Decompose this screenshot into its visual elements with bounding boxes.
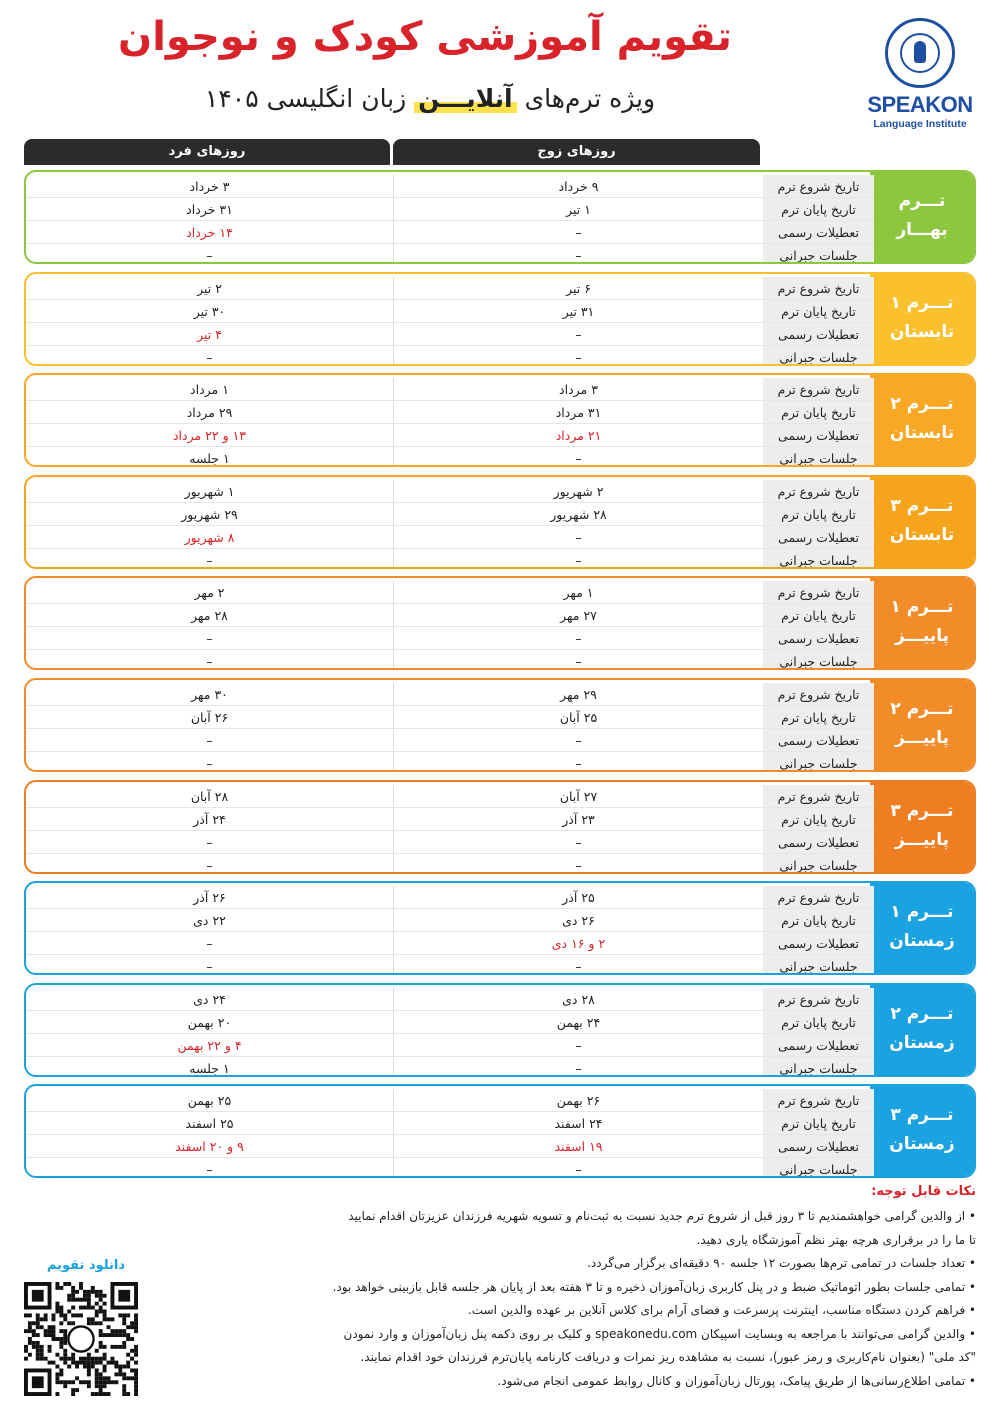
table-row [26,909,874,932]
odd-days-value: – [206,936,213,952]
term-name-line2: تابستان [889,423,955,444]
odd-days-value: ۲۵ اسفند [185,1116,234,1132]
even-days-value: ۲۹ مهر [393,683,763,705]
even-days-value: – [393,1057,763,1077]
column-header-even: روزهای زوج [393,139,760,165]
table-row [26,503,874,526]
even-days-value: ۲۷ آبان [393,785,763,807]
even-days-value: – [393,244,763,264]
odd-days-value: ۱۳ و ۲۲ مرداد [172,428,247,444]
even-days-value: ۲ و ۱۶ دی [393,932,763,954]
row-label: تاریخ پایان ترم [763,808,874,830]
table-row [26,198,874,221]
even-days-value: ۲۳ آذر [393,808,763,830]
odd-days-value: – [206,248,213,263]
row-label: تعطیلات رسمی [763,221,874,243]
note-item: • والدین گرامی می‌توانند با مراجعه به وبسایت اسپیکان speakonedu.com و کلیک بر روی دکمه پنل زبان‌آموزان و وارد نمودن [343,1326,976,1341]
odd-days-value: ۲۹ شهریور [181,506,238,522]
even-days-value: – [393,729,763,751]
even-days-value: ۲۶ بهمن [393,1089,763,1111]
table-row [26,549,874,569]
even-days-value: – [393,526,763,548]
even-days-value: – [393,1034,763,1056]
even-days-value: ۲۷ مهر [393,604,763,626]
even-days-value: – [393,831,763,853]
table-row [26,378,874,401]
note-item: • از والدین گرامی خواهشمندیم تا ۳ روز قبل از شروع ترم جدید نسبت به ثبت‌نام و تسویه شهریه فرزندان عزیزتان اقدام نمایید [348,1209,976,1223]
odd-days-value: ۱ مرداد [190,382,229,398]
term-block [24,881,976,975]
term-name-line2: بهـــار [896,220,948,240]
row-label: تعطیلات رسمی [763,1135,874,1157]
odd-days-value: ۲ تیر [197,280,222,296]
term-name [870,274,974,364]
row-label: تاریخ شروع ترم [763,886,874,908]
page-title: تقویم آموزشی کودک و نوجوان [118,14,732,60]
even-days-value: ۲۱ مرداد [393,424,763,446]
term-block [24,373,976,467]
even-days-value: – [393,1158,763,1178]
even-days-value: – [393,346,763,366]
table-row [26,244,874,264]
odd-days-value: ۲ مهر [194,585,225,601]
table-row [26,683,874,706]
term-block [24,780,976,874]
note-item: • تمامی اطلاع‌رسانی‌ها از طریق پیامک، پورتال زبان‌آموزان و کانال روابط عمومی انجام می‌شود. [497,1373,976,1388]
subtitle-before: ویژه ترم‌های [524,84,656,113]
table-row [26,277,874,300]
note-item: • تمامی جلسات بطور اتوماتیک ضبط و در پنل کاربری زبان‌آموزان ذخیره و تا ۳ هفته بعد از پایان هر جلسه قابل بازبینی خواهد بود. [332,1279,976,1294]
table-row [26,650,874,670]
table-row [26,480,874,503]
row-label: تاریخ شروع ترم [763,378,874,400]
even-days-value: – [393,752,763,772]
even-days-value: ۹ خرداد [393,175,763,197]
row-label: جلسات جبرانی [763,549,874,569]
odd-days-value: – [206,959,213,975]
even-days-value: ۲۸ شهریور [393,503,763,525]
logo-name: SPEAKON [867,92,973,117]
table-row [26,932,874,955]
table-row [26,808,874,831]
term-name-line1: تـــرم [898,191,946,211]
term-name [870,883,974,973]
row-label: تاریخ پایان ترم [763,604,874,626]
table-row [26,854,874,874]
even-days-value: – [393,447,763,467]
row-label: تعطیلات رسمی [763,323,874,345]
logo-subtitle: Language Institute [873,118,967,130]
odd-days-value: – [206,756,213,771]
table-row [26,1135,874,1158]
odd-days-value: ۱ جلسه [189,1060,230,1076]
odd-days-value: ۴ تیر [197,326,222,342]
term-block [24,576,976,670]
notes-list [200,1205,976,1393]
row-label: تاریخ شروع ترم [763,277,874,299]
row-label: تاریخ شروع ترم [763,581,874,603]
odd-days-value: ۱ جلسه [189,451,230,467]
table-row [26,729,874,752]
odd-days-value: ۲۰ بهمن [187,1014,232,1030]
table-row [26,323,874,346]
row-label: تاریخ پایان ترم [763,1112,874,1134]
odd-days-value: ۸ شهریور [184,529,235,545]
table-row [26,300,874,323]
term-block [24,272,976,366]
row-label: جلسات جبرانی [763,1057,874,1077]
term-name [870,375,974,465]
table-row [26,604,874,627]
even-days-value: ۲ شهریور [393,480,763,502]
row-label: تاریخ پایان ترم [763,1011,874,1033]
term-block [24,475,976,569]
logo-seal-icon [885,18,955,88]
table-row [26,752,874,772]
row-label: تاریخ پایان ترم [763,909,874,931]
row-label: تاریخ شروع ترم [763,480,874,502]
odd-days-value: ۳۰ مهر [191,687,228,702]
odd-days-value: – [206,1162,213,1178]
even-days-value: ۲۶ دی [393,909,763,931]
odd-days-value: ۲۴ آذر [193,811,226,827]
even-days-value: ۲۵ آبان [393,706,763,728]
subtitle-after: زبان انگلیسی ۱۴۰۵ [204,84,407,113]
table-row [26,526,874,549]
download-calendar-label[interactable]: دانلود تقویم [46,1258,126,1273]
term-block [24,983,976,1077]
term-name-line1: تـــرم ۲ [890,1003,954,1024]
even-days-value: – [393,854,763,874]
note-item: • فراهم کردن دستگاه مناسب، اینترنت پرسرعت و فضای آرام برای کلاس آنلاین بر عهده والدین است. [467,1303,976,1317]
subtitle-highlight: آنلایـــن [414,84,516,113]
odd-days-value: ۴ و ۲۲ بهمن [177,1037,242,1053]
even-days-value: ۳ مرداد [393,378,763,400]
odd-days-value: ۲۶ آبان [190,710,229,725]
row-label: تاریخ شروع ترم [763,1089,874,1111]
term-name-line2: پاییـــز [894,728,950,748]
odd-days-value: ۱ شهریور [184,483,235,499]
table-row [26,886,874,909]
row-label: تاریخ پایان ترم [763,198,874,220]
odd-days-value: ۱۴ خرداد [186,225,233,240]
row-label: تعطیلات رسمی [763,526,874,548]
odd-days-value: ۲۸ مهر [191,608,228,624]
table-row [26,447,874,467]
odd-days-value: ۲۸ آبان [190,788,229,804]
row-label: جلسات جبرانی [763,752,874,772]
term-name-line2: تابستان [889,321,955,342]
odd-days-value: – [206,857,213,873]
page-subtitle [150,84,710,113]
speakon-logo [860,18,980,128]
term-name-line1: تـــرم ۳ [890,800,954,821]
table-row [26,1011,874,1034]
term-name [870,1086,974,1176]
even-days-value: ۱ مهر [393,581,763,603]
table-row [26,627,874,650]
even-days-value: – [393,650,763,670]
column-header-odd: روزهای فرد [24,139,390,165]
note-item: تا ما را در برقراری هرچه بهتر نظم آموزشگاه یاری دهید. [696,1232,976,1247]
odd-days-value: – [206,654,213,670]
term-block [24,678,976,772]
term-name-line1: تـــرم ۱ [890,902,954,923]
row-label: تاریخ شروع ترم [763,175,874,197]
row-label: تعطیلات رسمی [763,424,874,446]
even-days-value: ۲۴ بهمن [393,1011,763,1033]
qr-code-icon[interactable] [24,1282,138,1396]
table-row [26,1034,874,1057]
even-days-value: ۳۱ مرداد [393,401,763,423]
row-label: تعطیلات رسمی [763,1034,874,1056]
table-row [26,175,874,198]
even-days-value: – [393,221,763,243]
table-row [26,1089,874,1112]
row-label: تاریخ پایان ترم [763,706,874,728]
note-item: • تعداد جلسات در تمامی ترم‌ها بصورت ۱۲ جلسه ۹۰ دقیقه‌ای برگزار می‌گردد. [587,1256,976,1270]
even-days-value: – [393,549,763,569]
row-label: تاریخ پایان ترم [763,401,874,423]
odd-days-value: ۲۶ آذر [193,890,226,906]
row-label: تاریخ پایان ترم [763,300,874,322]
row-label: تاریخ شروع ترم [763,683,874,705]
term-name-line1: تـــرم ۳ [890,1105,954,1126]
even-days-value: – [393,627,763,649]
term-name-line2: پاییـــز [894,829,950,850]
term-name-line1: تـــرم ۲ [890,394,954,415]
even-days-value: ۳۱ تیر [393,300,763,322]
row-label: تاریخ شروع ترم [763,988,874,1010]
term-name [870,172,974,262]
odd-days-value: ۲۹ مرداد [186,405,233,421]
term-block [24,170,976,264]
table-row [26,346,874,366]
table-row [26,785,874,808]
row-label: تاریخ پایان ترم [763,503,874,525]
odd-days-value: ۲۲ دی [193,913,226,929]
table-row [26,1158,874,1178]
row-label: تعطیلات رسمی [763,932,874,954]
term-name-line2: زمستان [889,931,955,952]
row-label: تعطیلات رسمی [763,627,874,649]
row-label: تاریخ شروع ترم [763,785,874,807]
term-name-line2: پاییـــز [894,626,950,647]
odd-days-value: – [206,349,213,365]
term-block [24,1084,976,1178]
row-label: جلسات جبرانی [763,854,874,874]
notes-heading: نکات قابل توجه: [871,1184,976,1199]
row-label: جلسات جبرانی [763,346,874,366]
row-label: جلسات جبرانی [763,447,874,467]
table-row [26,581,874,604]
row-label: تعطیلات رسمی [763,729,874,751]
even-days-value: ۲۸ دی [393,988,763,1010]
odd-days-value: ۹ و ۲۰ اسفند [175,1139,244,1155]
odd-days-value: ۳۰ تیر [193,303,226,319]
term-name-line1: تـــرم ۳ [890,495,954,516]
even-days-value: – [393,323,763,345]
even-days-value: ۱۹ اسفند [393,1135,763,1157]
term-name [870,578,974,668]
term-name-line2: زمستان [889,1134,955,1155]
term-name [870,680,974,770]
odd-days-value: ۳۱ خرداد [186,202,233,217]
odd-days-value: – [206,733,213,748]
row-label: تعطیلات رسمی [763,831,874,853]
even-days-value: ۲۵ آذر [393,886,763,908]
table-row [26,831,874,854]
note-item: "کد ملی" (بعنوان نام‌کاربری و رمز عبور)، نسبت به مشاهده ریز نمرات و دریافت کارنامه پایان‌ترم فرزندان خود اقدام نمایند. [360,1350,976,1364]
even-days-value: ۱ تیر [393,198,763,220]
term-name-line2: تابستان [889,524,955,545]
table-row [26,1112,874,1135]
term-name-line1: تـــرم ۱ [890,292,954,313]
table-row [26,706,874,729]
odd-days-value: – [206,834,213,850]
row-label: جلسات جبرانی [763,1158,874,1178]
odd-days-value: ۳ خرداد [189,179,230,194]
row-label: جلسات جبرانی [763,244,874,264]
term-name-line1: تـــرم ۱ [890,597,954,618]
even-days-value: ۲۴ اسفند [393,1112,763,1134]
even-days-value: – [393,955,763,975]
odd-days-value: – [206,552,213,568]
notes-section [200,1184,976,1393]
term-name [870,477,974,567]
odd-days-value: ۲۵ بهمن [187,1093,232,1109]
table-row [26,221,874,244]
table-row [26,401,874,424]
term-name-line1: تـــرم ۲ [890,699,954,719]
even-days-value: ۶ تیر [393,277,763,299]
table-row [26,988,874,1011]
term-name [870,985,974,1075]
table-row [26,424,874,447]
table-row [26,955,874,975]
odd-days-value: – [206,631,213,647]
odd-days-value: ۲۴ دی [193,991,226,1007]
term-name [870,782,974,872]
row-label: جلسات جبرانی [763,955,874,975]
row-label: جلسات جبرانی [763,650,874,670]
term-name-line2: زمستان [889,1032,955,1053]
table-row [26,1057,874,1077]
